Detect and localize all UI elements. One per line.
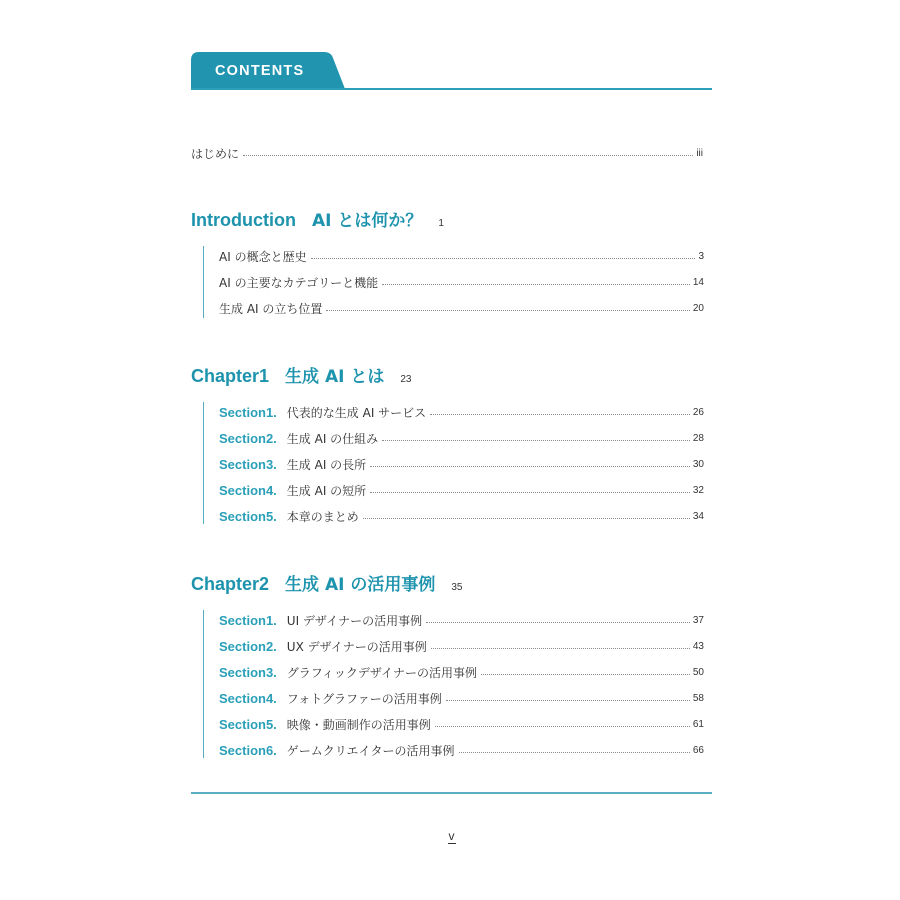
entry-title: 代表的な生成 AI サービス (286, 405, 427, 420)
chapter-title: 生成 AI とは (285, 367, 385, 387)
entry-title: UI デザイナーの活用事例 (286, 613, 423, 628)
contents-header (191, 52, 712, 90)
entry-page: 32 (692, 484, 704, 496)
toc-page (191, 0, 712, 900)
section-number: Section2. (219, 430, 277, 446)
entry-title: 生成 AI の立ち位置 (219, 301, 323, 316)
entry-page: 30 (692, 458, 704, 470)
entry-page: 20 (692, 302, 704, 314)
toc-entry[interactable] (219, 506, 704, 526)
footer-rule (191, 792, 712, 794)
dot-leader (426, 622, 690, 623)
toc-entry[interactable] (219, 428, 704, 448)
entry-title: AI の概念と歴史 (219, 249, 307, 264)
contents-title: CONTENTS (215, 63, 305, 79)
chapter-heading-introduction[interactable] (191, 206, 444, 231)
chapter-label: Chapter1 (191, 366, 270, 386)
chapter-title: AI とは何か？ (311, 211, 423, 231)
section-number: Section6. (219, 742, 277, 758)
chapter-title: 生成 AI の活用事例 (285, 575, 436, 595)
entry-page: 58 (692, 692, 704, 704)
toc-entry[interactable] (219, 688, 704, 708)
dot-leader (326, 310, 689, 311)
dot-leader (243, 155, 693, 156)
dot-leader (311, 258, 696, 259)
entry-title: UX デザイナーの活用事例 (286, 639, 427, 654)
entry-page: 43 (692, 640, 704, 652)
entry-title: 生成 AI の長所 (286, 457, 367, 472)
chapter-heading-chapter2[interactable] (191, 570, 462, 595)
entry-title: 映像・動画制作の活用事例 (286, 717, 431, 732)
dot-leader (382, 440, 690, 441)
entry-title: グラフィックデザイナーの活用事例 (286, 665, 477, 680)
toc-entry[interactable] (219, 480, 704, 500)
entry-page: 50 (692, 666, 704, 678)
chapter-label: Chapter2 (191, 574, 270, 594)
section-number: Section4. (219, 482, 277, 498)
dot-leader (370, 492, 690, 493)
entry-page: 28 (692, 432, 704, 444)
toc-entry[interactable] (219, 662, 704, 682)
entry-page: 61 (692, 718, 704, 730)
dot-leader (435, 726, 690, 727)
entry-title: 生成 AI の短所 (286, 483, 367, 498)
entry-title: 本章のまとめ (286, 509, 359, 524)
toc-entry[interactable] (219, 246, 704, 266)
dot-leader (370, 466, 690, 467)
dot-leader (481, 674, 690, 675)
dot-leader (430, 414, 690, 415)
section-group-introduction (203, 246, 704, 318)
section-number: Section5. (219, 716, 277, 732)
entry-page: iii (696, 147, 703, 159)
section-number: Section3. (219, 456, 277, 472)
section-number: Section1. (219, 404, 277, 420)
chapter-page: 35 (451, 582, 463, 593)
toc-entry[interactable] (219, 740, 704, 760)
toc-entry[interactable] (219, 714, 704, 734)
folio-number: v (448, 829, 455, 843)
section-number: Section2. (219, 638, 277, 654)
dot-leader (431, 648, 690, 649)
entry-page: 3 (698, 250, 704, 262)
section-group-chapter2 (203, 610, 704, 758)
entry-title: 生成 AI の仕組み (286, 431, 379, 446)
chapter-page: 23 (400, 374, 412, 385)
chapter-page: 1 (438, 218, 444, 229)
section-number: Section5. (219, 508, 277, 524)
page-folio (191, 829, 712, 844)
section-number: Section3. (219, 664, 277, 680)
entry-title: はじめに (191, 146, 240, 161)
toc-entry-preface[interactable] (191, 143, 703, 163)
toc-entry[interactable] (219, 402, 704, 422)
section-number: Section4. (219, 690, 277, 706)
header-rule (191, 88, 712, 90)
chapter-heading-chapter1[interactable] (191, 362, 411, 387)
dot-leader (363, 518, 690, 519)
entry-page: 37 (692, 614, 704, 626)
dot-leader (459, 752, 690, 753)
toc-entry[interactable] (219, 298, 704, 318)
entry-title: AI の主要なカテゴリーと機能 (219, 275, 379, 290)
entry-page: 26 (692, 406, 704, 418)
toc-entry[interactable] (219, 454, 704, 474)
chapter-label: Introduction (191, 210, 296, 230)
entry-page: 66 (692, 744, 704, 756)
section-number: Section1. (219, 612, 277, 628)
section-group-chapter1 (203, 402, 704, 524)
toc-entry[interactable] (219, 636, 704, 656)
toc-entry[interactable] (219, 610, 704, 630)
contents-tab (191, 52, 347, 89)
entry-title: フォトグラファーの活用事例 (286, 691, 442, 706)
toc-entry[interactable] (219, 272, 704, 292)
entry-page: 14 (692, 276, 704, 288)
dot-leader (382, 284, 690, 285)
entry-page: 34 (692, 510, 704, 522)
entry-title: ゲームクリエイターの活用事例 (286, 743, 455, 758)
dot-leader (446, 700, 690, 701)
